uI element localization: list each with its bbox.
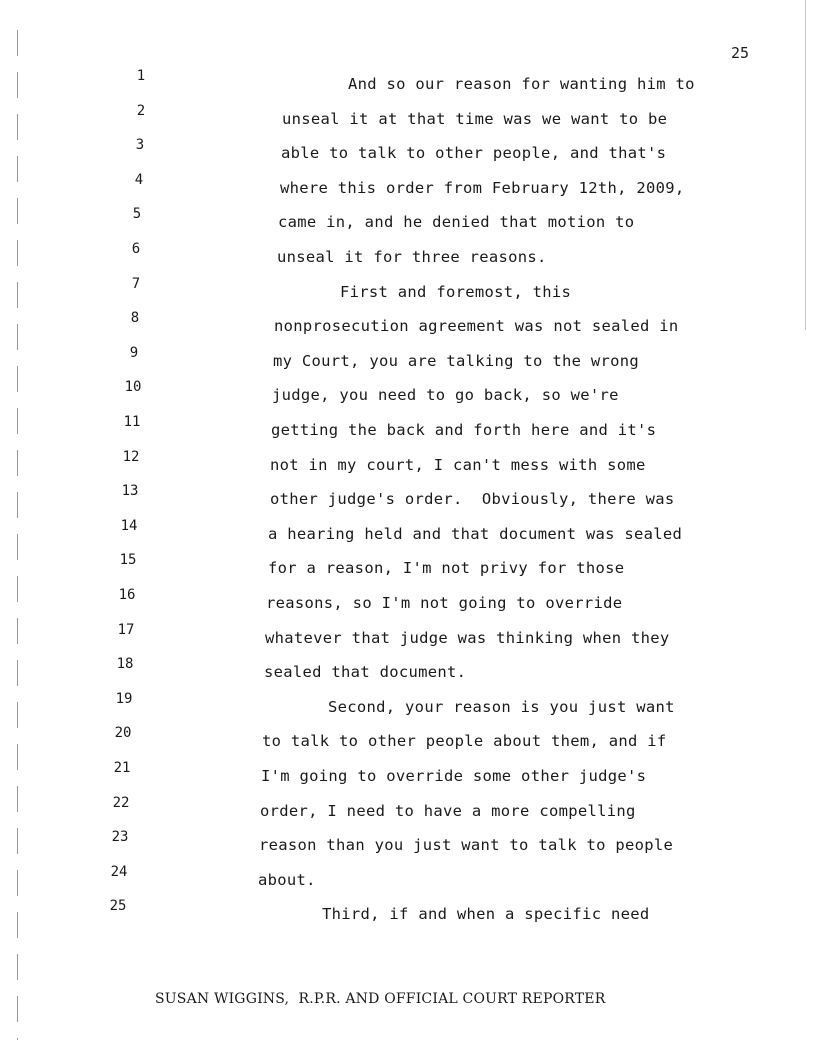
transcript-line: about.	[258, 870, 316, 889]
transcript-line: getting the back and forth here and it's	[271, 421, 657, 439]
line-number: 16	[118, 587, 136, 603]
line-number: 18	[116, 656, 134, 673]
line-number: 19	[115, 690, 133, 707]
line-number: 25	[109, 898, 127, 915]
transcript-line: not in my court, I can't mess with some	[270, 455, 646, 474]
line-number: 14	[120, 517, 138, 534]
transcript-line: my Court, you are talking to the wrong	[273, 351, 640, 370]
transcript-line: came in, and he denied that motion to	[278, 213, 635, 232]
line-number: 7	[131, 275, 141, 292]
court-reporter-footer: SUSAN WIGGINS, R.P.R. AND OFFICIAL COURT REPORTER	[155, 991, 606, 1007]
line-number: 11	[123, 414, 141, 430]
transcript-line: Second, your reason is you just want	[328, 697, 675, 716]
line-number: 15	[119, 552, 137, 569]
transcript-line: other judge's order. Obviously, there was	[270, 490, 675, 509]
transcript-line: And so our reason for wanting him to	[348, 75, 695, 93]
transcript-line: I'm going to override some other judge's	[261, 767, 647, 785]
line-number: 4	[134, 171, 144, 188]
line-number: 22	[112, 794, 130, 811]
transcript-line: a hearing held and that document was sealed	[268, 524, 683, 543]
transcript-line: nonprosecution agreement was not sealed in	[274, 317, 679, 336]
line-number: 10	[124, 379, 142, 396]
left-margin-rule	[17, 30, 18, 1040]
line-number: 3	[135, 137, 145, 154]
transcript-line: reason than you just want to talk to people	[259, 836, 674, 855]
line-number: 9	[129, 344, 139, 361]
line-number: 1	[136, 68, 146, 84]
line-number: 2	[136, 102, 146, 119]
transcript-line: where this order from February 12th, 2009,	[280, 178, 685, 197]
line-number: 17	[117, 621, 135, 638]
transcript-line: Third, if and when a specific need	[322, 905, 650, 924]
transcript-line: unseal it for three reasons.	[277, 248, 547, 266]
transcript-line: sealed that document.	[264, 663, 467, 682]
line-number: 23	[111, 829, 129, 846]
transcript-line: First and foremost, this	[340, 282, 572, 301]
transcript-line: for a reason, I'm not privy for those	[268, 559, 625, 578]
line-number: 12	[122, 448, 140, 465]
line-number: 8	[130, 310, 140, 327]
line-number: 24	[110, 863, 128, 880]
transcript-line: judge, you need to go back, so we're	[272, 386, 619, 405]
transcript-line: reasons, so I'm not going to override	[266, 594, 623, 612]
transcript-line: able to talk to other people, and that's	[281, 144, 667, 163]
page-number: 25	[731, 44, 750, 62]
transcript-line: to talk to other people about them, and if	[262, 732, 667, 751]
right-margin-rule	[805, 0, 806, 330]
line-number: 20	[114, 725, 132, 742]
line-number: 6	[131, 241, 141, 257]
transcript-line: whatever that judge was thinking when they	[265, 628, 670, 647]
line-number: 21	[113, 760, 131, 776]
transcript-line: order, I need to have a more compelling	[260, 801, 636, 820]
line-number: 13	[121, 483, 139, 500]
transcript-line: unseal it at that time was we want to be	[282, 109, 668, 128]
line-number: 5	[132, 206, 142, 223]
